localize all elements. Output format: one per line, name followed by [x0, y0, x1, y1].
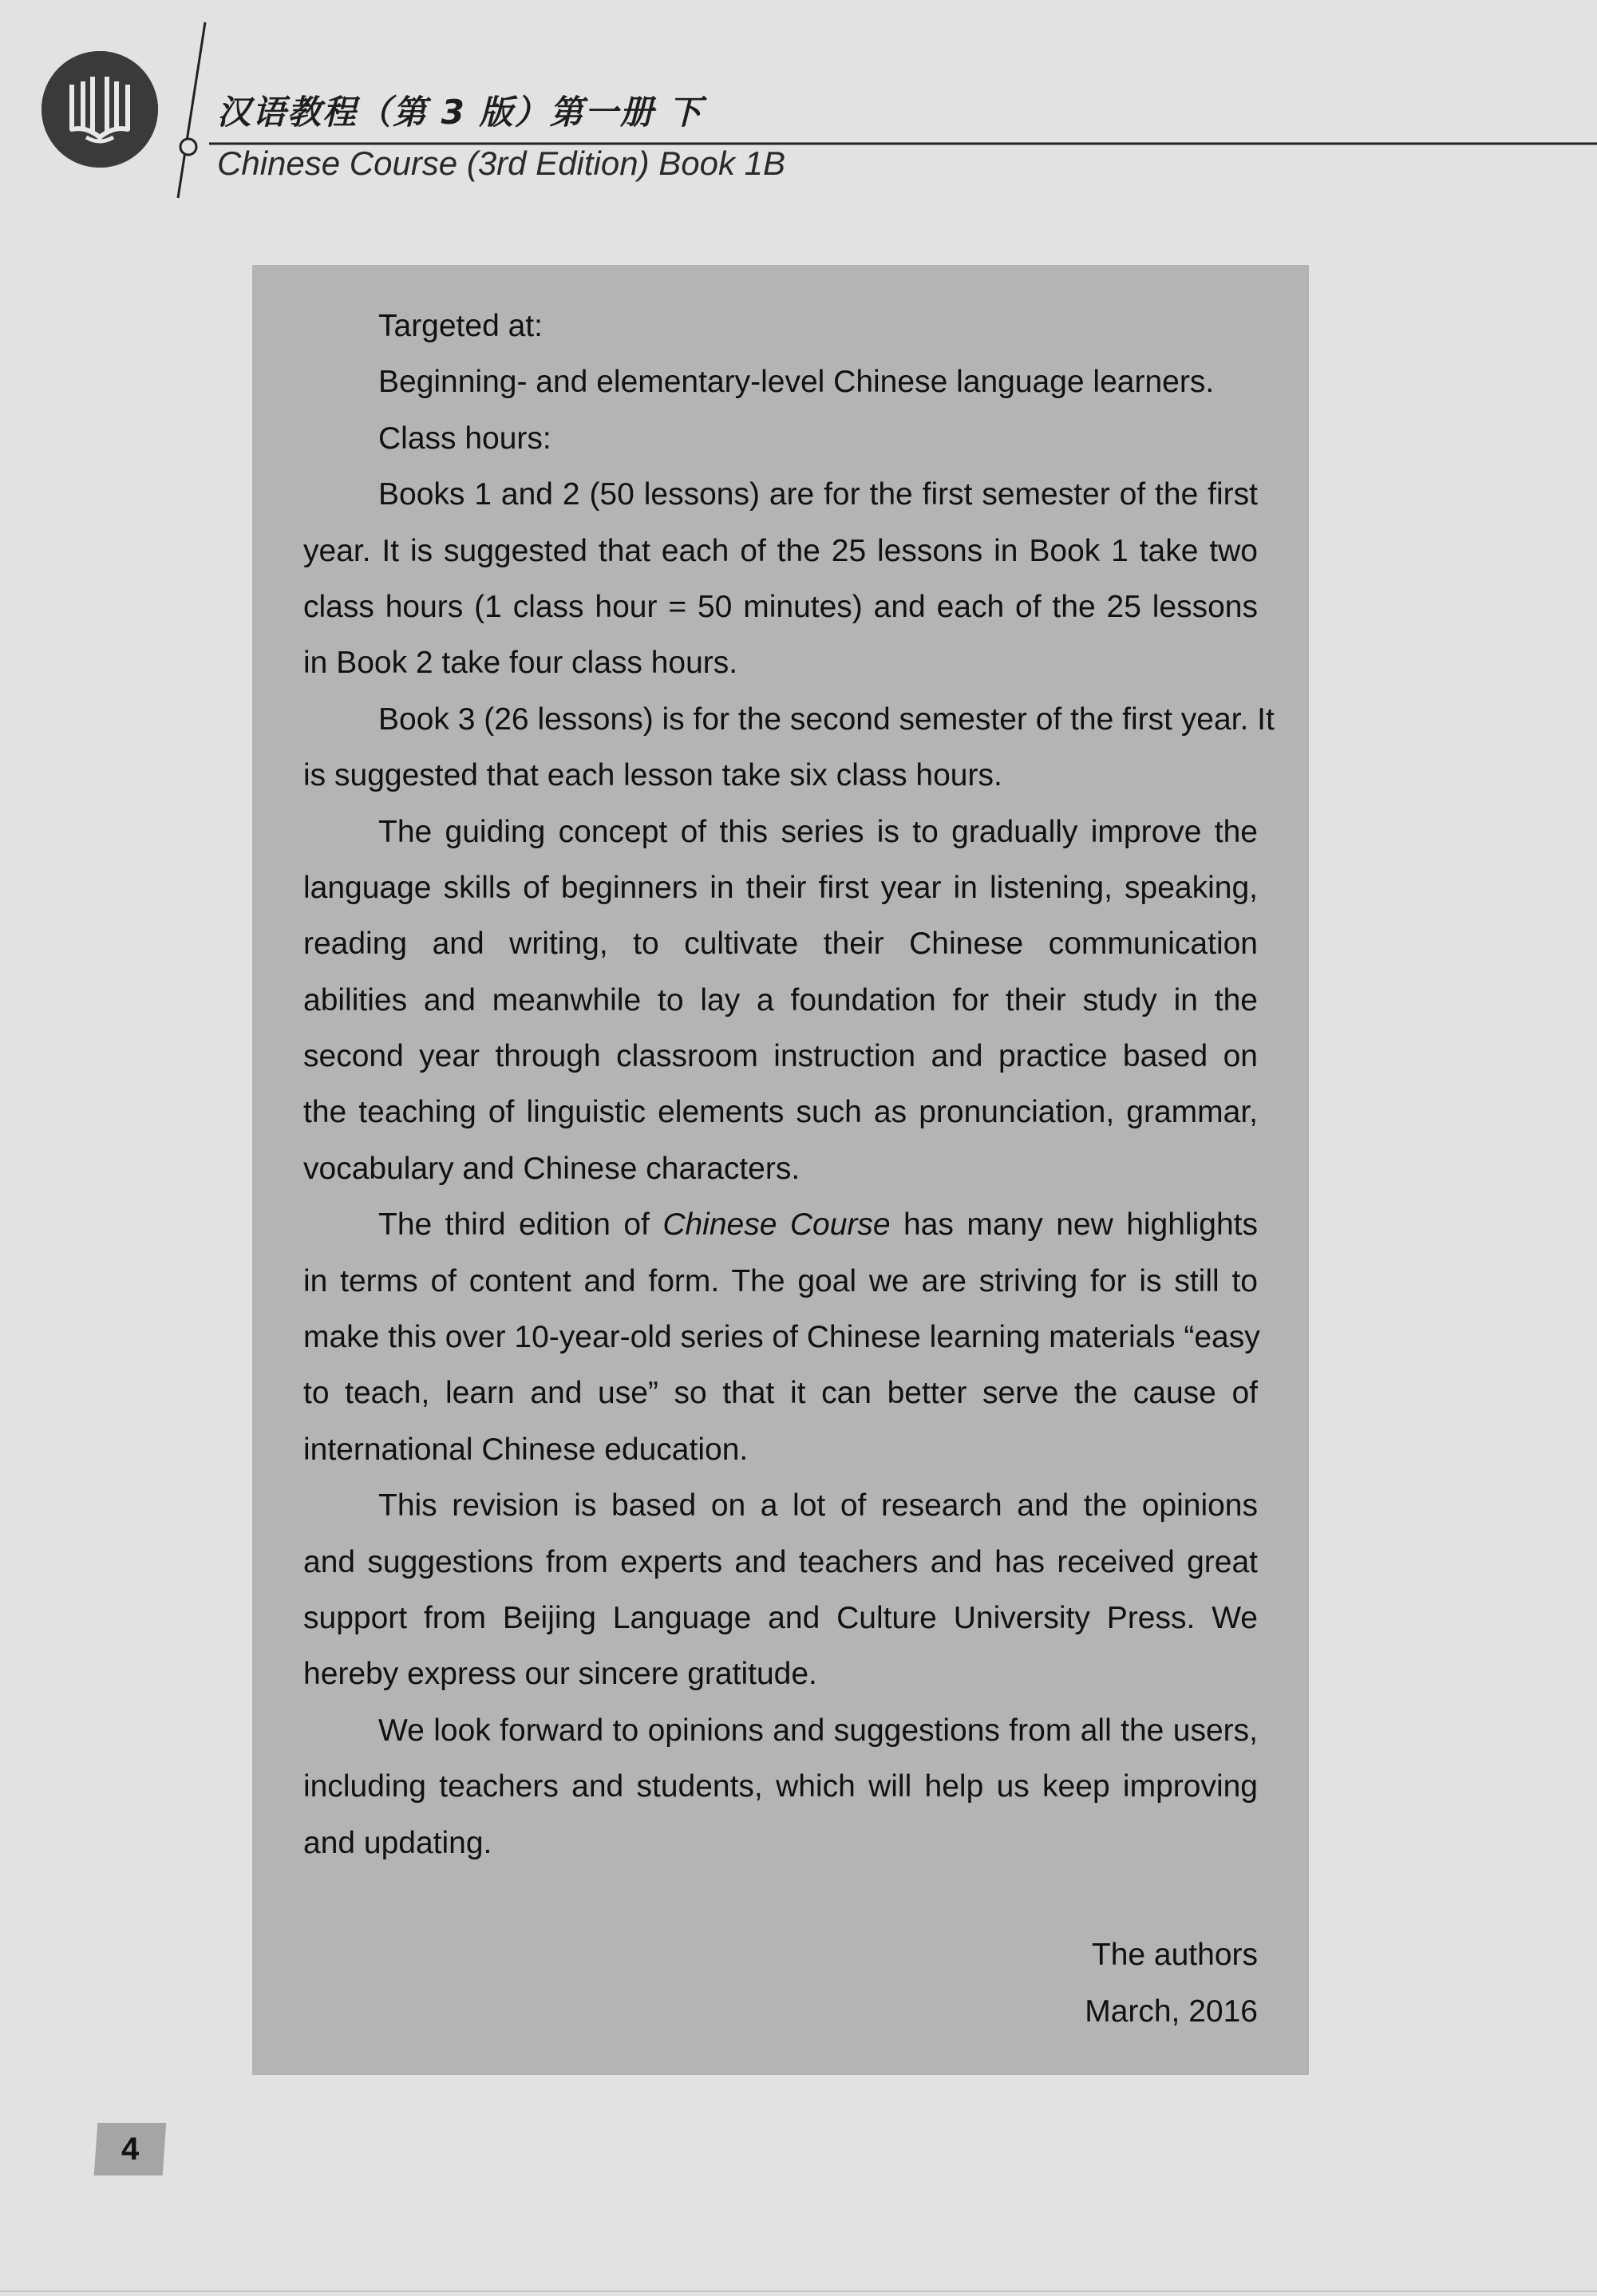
paragraph-suggestions: We look forward to opinions and suggestions from all the users, including teachers and students, which will help us keep improving and updating.	[303, 1713, 1258, 1860]
preface-box	[252, 265, 1309, 2075]
date: March, 2016	[1085, 1994, 1258, 2029]
book-title-english: Chinese Course (3rd Edition) Book 1B	[217, 144, 786, 182]
targeted-label: Targeted at:	[378, 309, 543, 343]
class-hours-label: Class hours:	[378, 421, 551, 456]
targeted-text: Beginning- and elementary-level Chinese language learners.	[378, 365, 1215, 400]
signature: The authors	[1091, 1938, 1258, 1973]
paragraph-guiding-concept: The guiding concept of this series is to gradually improve the language skills of beginners in their first year in listening, speaking, reading and writing, to cultivate their Chinese communication abilities and meanwhile to lay a foundation for their study in the second year through classroom instruction and practice based on the teaching of linguistic elements such as pronunciation, grammar, vocabulary and Chinese characters.	[303, 814, 1258, 1186]
paragraph-third-edition: The third edition of Chinese Course has many new highlights in terms of content and form. The goal we are striving for is still to make this over 10-year-old series of Chinese learning materials “easy to teach, learn and use” so that it can better serve the cause of international Chinese education.	[303, 1197, 1258, 1478]
book-title-italic: Chinese Course	[662, 1207, 891, 1243]
bottom-rule	[0, 2290, 1597, 2292]
paragraph-revision: This revision is based on a lot of research and the opinions and suggestions from experts and teachers and has received great support from Beijing Language and Culture University Press. We hereby express our sincere gratitude.	[303, 1488, 1258, 1692]
page-number: 4	[94, 2123, 167, 2175]
paragraph-book-3: Book 3 (26 lessons) is for the second semester of the first year. It is suggested that each lesson take six class hours.	[303, 701, 1275, 793]
third-edition-first-line: The third edition of Chinese Course has many new highlights	[378, 1207, 1258, 1243]
book-title-chinese: 汉语教程（第 3 版）第一册 下	[217, 93, 704, 132]
paragraph-books-1-2: Books 1 and 2 (50 lessons) are for the first semester of the first year. It is suggested that each of the 25 lessons in Book 1 take two class hours (1 class hour = 50 minutes) and each of the 25 lessons in Book 2 take four class hours.	[303, 477, 1258, 681]
